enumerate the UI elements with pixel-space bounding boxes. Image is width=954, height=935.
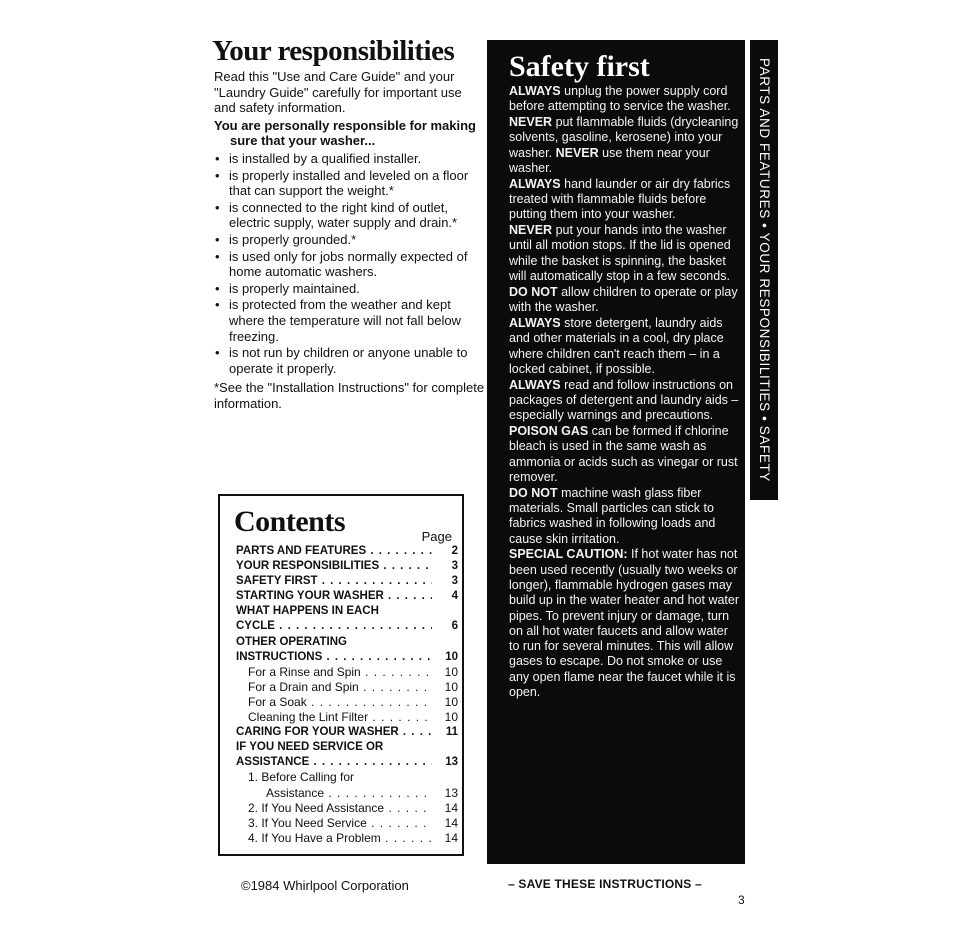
safety-item-text: unplug the power supply cord before attempting to service the washer. xyxy=(509,84,731,114)
toc-entry-need-assistance[interactable] xyxy=(236,801,458,816)
toc-label: 2. If You Need Assistance . . . xyxy=(248,801,432,816)
safety-item-text: store detergent, laundry aids and other materials in a cool, dry place where children can't reach them – in a locked cabinet, if possible. xyxy=(509,315,724,376)
toc-page: 10 xyxy=(444,679,458,694)
toc-page: 13 xyxy=(445,756,458,769)
safety-item-lead: ALWAYS xyxy=(509,84,561,98)
safety-item-text: can be formed if chlorine bleach is used in the same wash as ammonia or acids such as vinegar or rust remover. xyxy=(509,424,738,484)
toc-label: For a Rinse and Spin . . . xyxy=(248,665,432,680)
safety-item-lead: DO NOT xyxy=(509,284,558,299)
toc-heading-line: OTHER OPERATING xyxy=(236,635,347,648)
toc-label: For a Soak . . . xyxy=(248,695,432,710)
toc-label: YOUR RESPONSIBILITIES . . . xyxy=(236,559,432,574)
list-item: • is protected from the weather and kept where the temperature will not fall below freezing. xyxy=(214,297,486,344)
safety-item xyxy=(509,223,739,284)
toc-page: 4 xyxy=(451,590,458,603)
toc-page: 3 xyxy=(451,560,458,573)
section-side-tab xyxy=(750,40,778,500)
list-item: • is properly maintained. xyxy=(214,281,486,297)
contents-box xyxy=(218,494,464,856)
table-of-contents xyxy=(236,544,458,846)
responsibilities-heading: Your responsibilities xyxy=(212,35,455,67)
safety-item-lead: ALWAYS xyxy=(509,176,561,191)
toc-label: PARTS AND FEATURES . . . xyxy=(236,544,432,559)
toc-page: 10 xyxy=(445,650,458,663)
safety-list xyxy=(509,84,739,701)
responsibilities-section xyxy=(214,69,486,411)
safety-item-text: use them near your washer. xyxy=(509,145,710,175)
safety-item xyxy=(509,424,739,485)
safety-item-text: allow children to operate or play with the washer. xyxy=(509,284,738,315)
safety-item xyxy=(509,486,739,547)
safety-item-lead: DO NOT xyxy=(509,485,558,500)
toc-entry-drain-and-spin[interactable] xyxy=(236,680,458,695)
toc-page: 10 xyxy=(444,694,458,709)
safety-item-text: read and follow instructions on packages of detergent and laundry aids – especially warnings and precautions. xyxy=(509,377,739,423)
responsibilities-list xyxy=(214,151,486,376)
safety-item-lead: NEVER xyxy=(509,115,553,130)
safety-item-text: hand launder or air dry fabrics treated with flammable fluids before putting them into your washer. xyxy=(509,176,731,222)
toc-label: Cleaning the Lint Filter . . . xyxy=(248,710,432,725)
toc-label: INSTRUCTIONS . . . xyxy=(236,650,432,665)
toc-entry-before-calling[interactable] xyxy=(236,786,458,801)
safety-item-text: put your hands into the washer until all motion stops. If the lid is opened while the basket is spinning, the basket will automatically stop in a few seconds. xyxy=(509,223,731,284)
safety-item-lead: ALWAYS xyxy=(509,377,561,392)
toc-page: 10 xyxy=(444,664,458,679)
safety-panel xyxy=(487,40,745,864)
list-item: • is used only for jobs normally expected of home automatic washers. xyxy=(214,249,486,280)
toc-entry-lint-filter[interactable] xyxy=(236,710,458,725)
toc-entry-soak[interactable] xyxy=(236,695,458,710)
toc-page: 3 xyxy=(451,575,458,588)
toc-entry-have-a-problem[interactable] xyxy=(236,831,458,846)
toc-heading-line: IF YOU NEED SERVICE OR xyxy=(236,741,384,754)
copyright-notice: ©1984 Whirlpool Corporation xyxy=(241,878,409,893)
safety-item xyxy=(509,177,739,223)
list-item: • is connected to the right kind of outlet, electric supply, water supply and drain.* xyxy=(214,200,486,231)
safety-item-lead: ALWAYS xyxy=(509,315,561,330)
toc-entry-parts-and-features[interactable] xyxy=(236,544,458,559)
safety-item-lead: NEVER xyxy=(555,145,599,160)
toc-page: 14 xyxy=(444,800,458,815)
list-item: • is not run by children or anyone unable to operate it properly. xyxy=(214,345,486,376)
toc-heading-line: WHAT HAPPENS IN EACH xyxy=(236,605,379,618)
toc-entry-assistance[interactable] xyxy=(236,755,458,770)
toc-page: 14 xyxy=(444,830,458,845)
responsibilities-emphasis: You are personally responsible for making sure that your washer... xyxy=(214,117,476,149)
save-instructions-note: – SAVE THESE INSTRUCTIONS – xyxy=(508,877,702,891)
toc-entry-cycle[interactable] xyxy=(236,619,458,634)
responsibilities-intro: Read this "Use and Care Guide" and your "Laundry Guide" carefully for important use and safety information. xyxy=(214,69,462,116)
safety-item-text: put flammable fluids (drycleaning solvents, gasoline, kerosene) into your washer. xyxy=(509,115,739,160)
list-item: • is properly installed and leveled on a floor that can support the weight.* xyxy=(214,168,486,199)
page-column-header: Page xyxy=(421,529,452,544)
list-item: • is installed by a qualified installer. xyxy=(214,151,486,167)
safety-item-text: machine wash glass fiber materials. Small particles can stick to fabrics washed in following loads and cause skin irritation. xyxy=(509,485,716,546)
toc-page: 10 xyxy=(444,710,458,725)
toc-label: CARING FOR YOUR WASHER . . . xyxy=(236,725,432,740)
toc-label: Assistance . . . xyxy=(266,786,432,801)
toc-entry-instructions[interactable] xyxy=(236,650,458,665)
responsibilities-footnote: *See the "Installation Instructions" for complete information. xyxy=(214,380,485,411)
list-item: • is properly grounded.* xyxy=(214,232,486,248)
safety-item xyxy=(509,316,739,377)
safety-item-lead: NEVER xyxy=(509,223,553,238)
safety-item xyxy=(509,84,739,115)
toc-label: SAFETY FIRST . . . xyxy=(236,574,432,589)
toc-page: 2 xyxy=(451,545,458,557)
toc-label: 4. If You Have a Problem . . . xyxy=(248,831,432,846)
page-number: 3 xyxy=(738,893,745,907)
toc-entry-safety-first[interactable] xyxy=(236,574,458,589)
toc-entry-caring-for-your-washer[interactable] xyxy=(236,725,458,740)
toc-entry-starting-your-washer[interactable] xyxy=(236,589,458,604)
toc-entry-rinse-and-spin[interactable] xyxy=(236,665,458,680)
safety-heading: Safety first xyxy=(509,50,650,83)
side-tab-label: PARTS AND FEATURES • YOUR RESPONSIBILITIES • SAFETY xyxy=(757,58,772,482)
toc-label: ASSISTANCE . . . xyxy=(236,755,432,770)
toc-entry-your-responsibilities[interactable] xyxy=(236,559,458,574)
toc-label: 3. If You Need Service . . . xyxy=(248,816,432,831)
toc-page: 14 xyxy=(444,815,458,830)
toc-label: For a Drain and Spin . . . xyxy=(248,680,432,695)
safety-item-lead: SPECIAL CAUTION: xyxy=(509,547,628,562)
safety-item xyxy=(509,378,739,424)
safety-item-lead: POISON GAS xyxy=(509,424,589,439)
safety-item xyxy=(509,115,739,176)
toc-page: 13 xyxy=(444,785,458,800)
toc-label: STARTING YOUR WASHER . . . xyxy=(236,589,432,604)
toc-page: 6 xyxy=(451,620,458,633)
safety-item xyxy=(509,285,739,316)
contents-heading: Contents xyxy=(234,505,346,538)
toc-page: 11 xyxy=(445,726,458,739)
toc-label: CYCLE . . . xyxy=(236,619,432,634)
toc-heading-line: 1. Before Calling for xyxy=(248,770,355,785)
toc-entry-need-service[interactable] xyxy=(236,816,458,831)
safety-item xyxy=(509,547,739,700)
safety-item-text: If hot water has not been used recently (usually two weeks or longer), flammable hydrogen gases may build up in the water heater and hot water pipes. To prevent injury or damage, turn on all hot water faucets and allow water to run for several minutes. This will allow gases to escape. Do not smoke or use any open flame near the faucet while it is open. xyxy=(509,547,740,700)
